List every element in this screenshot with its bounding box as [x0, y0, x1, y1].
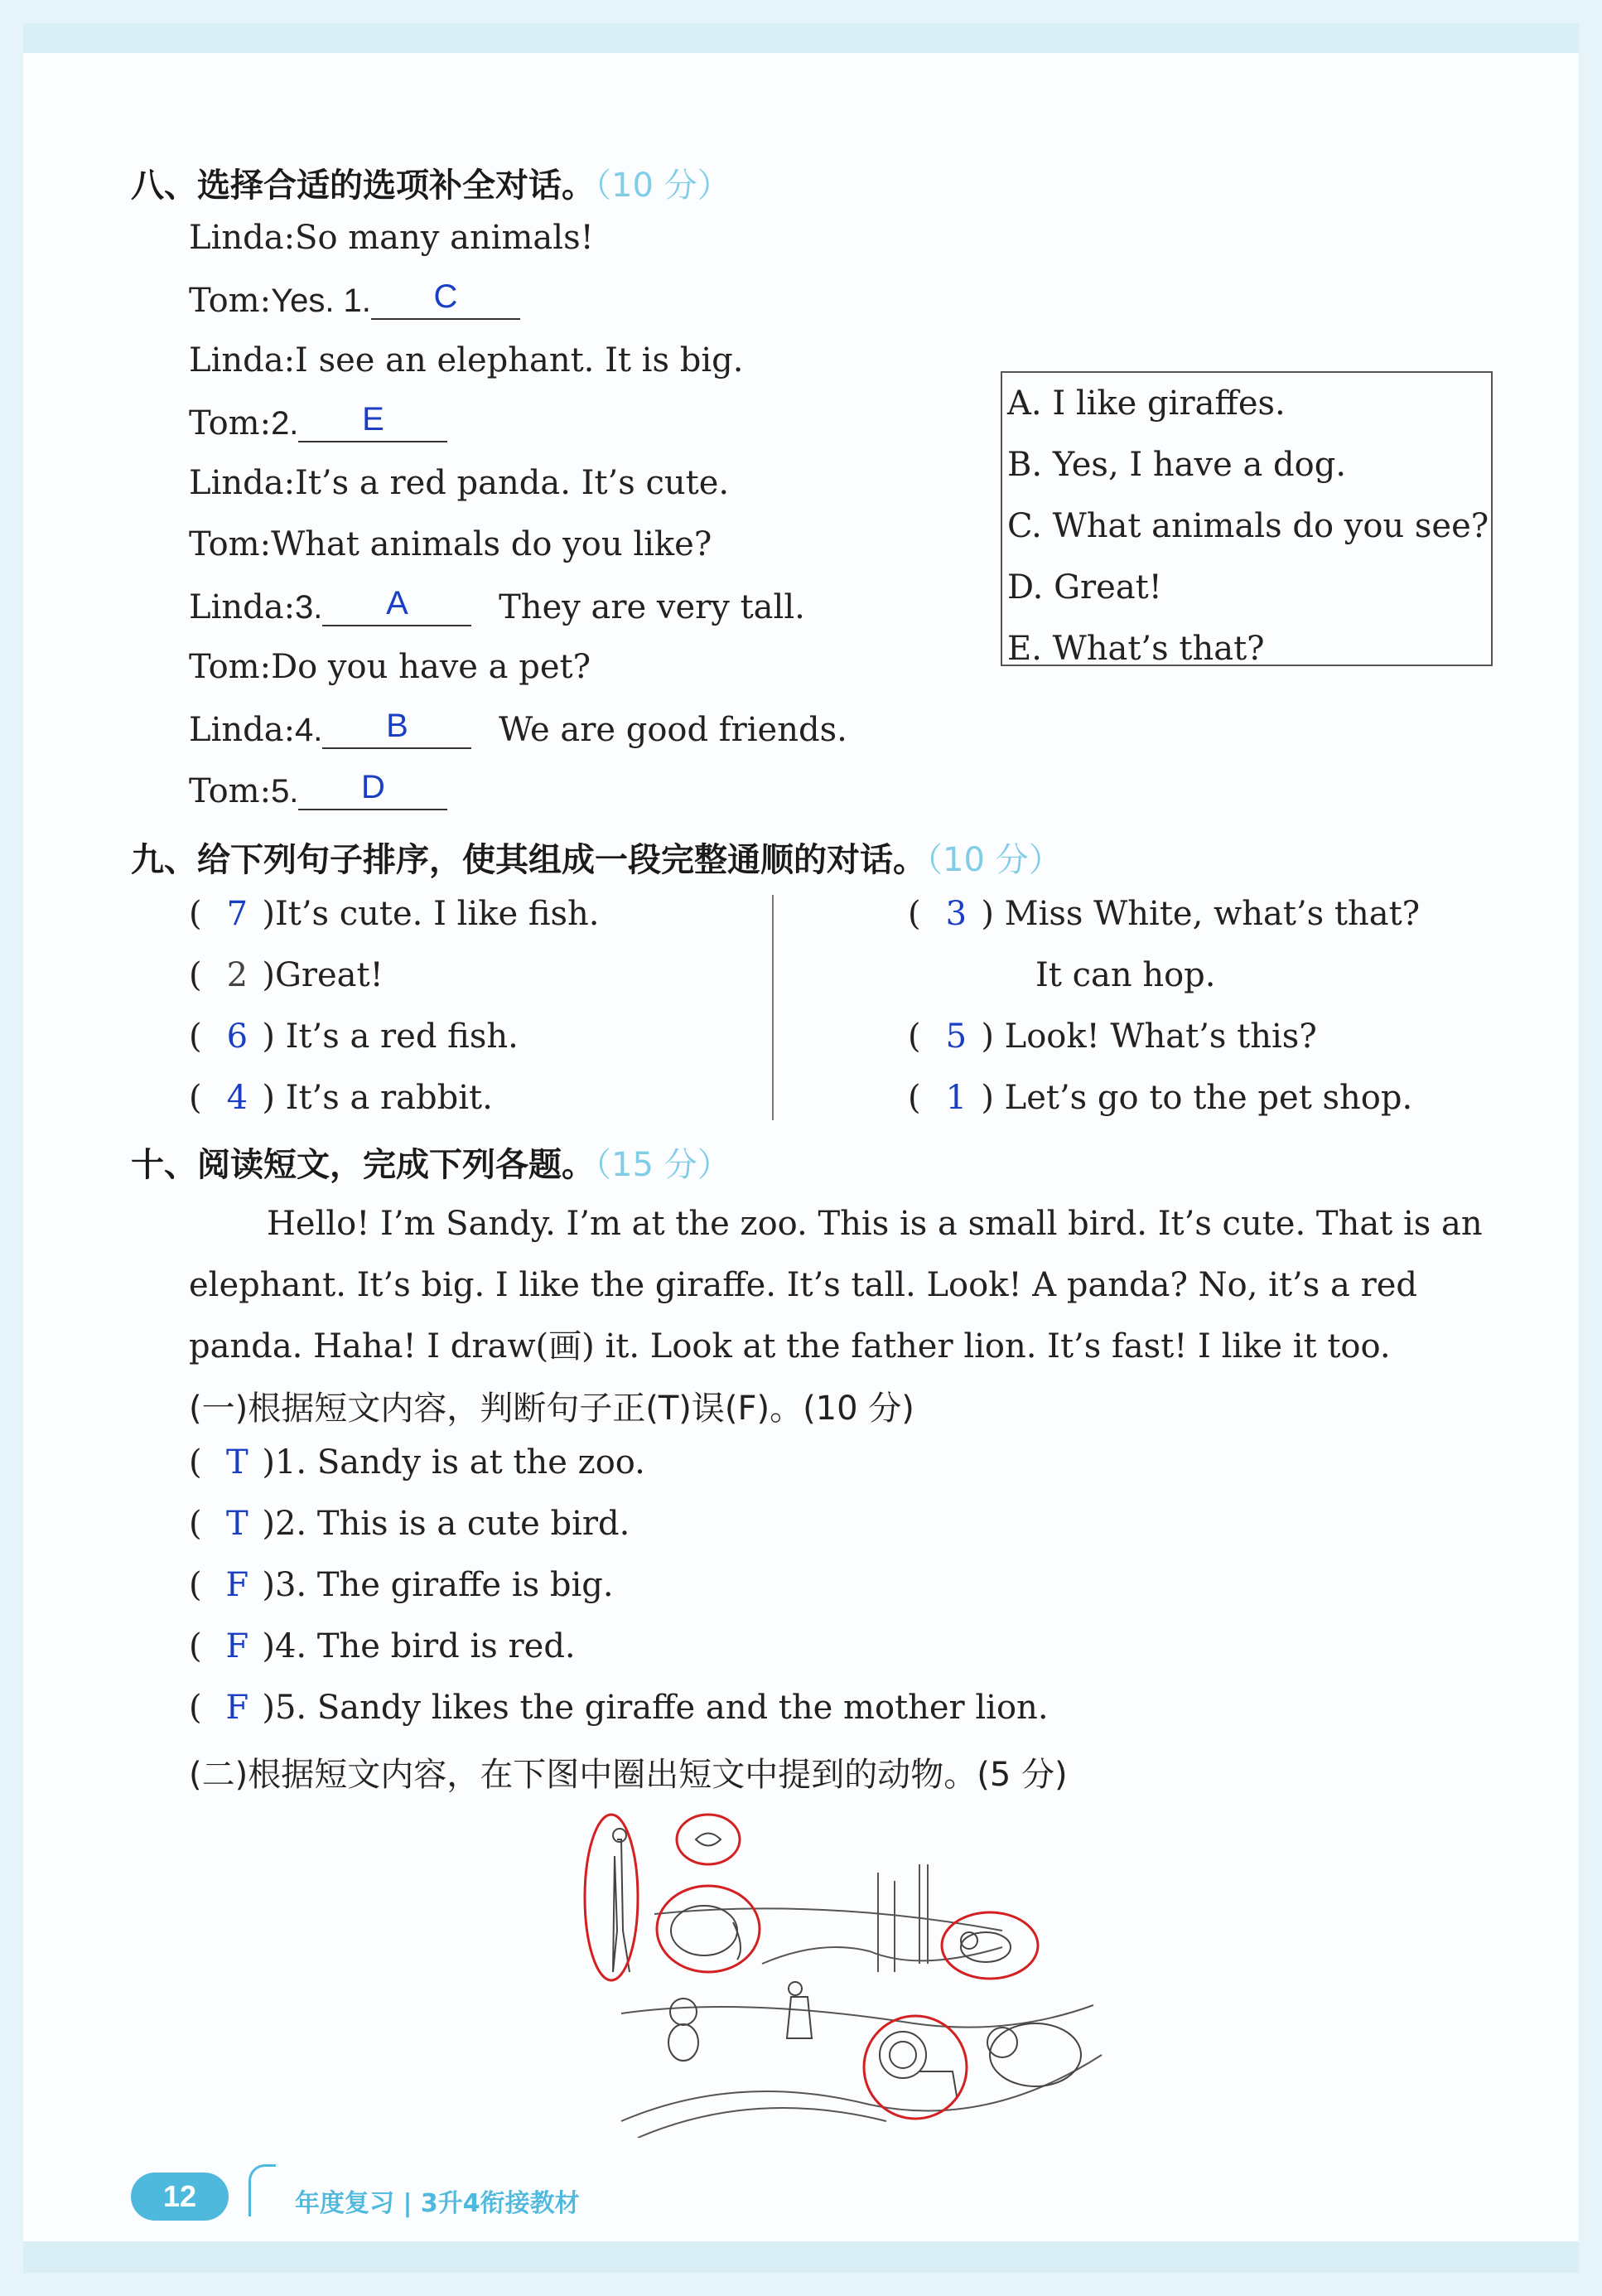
- dialogue-line: [189, 709, 847, 749]
- red-panda-icon: [961, 1932, 1011, 1962]
- tf-item: ( F )3. The giraffe is big.: [189, 1566, 614, 1604]
- part1-title: (一)根据短文内容，判断句子正(T)误(F)。(10 分): [189, 1390, 914, 1428]
- bird-icon: [696, 1834, 721, 1846]
- speaker-name: Tom:: [189, 772, 272, 810]
- speaker-name: Tom:: [189, 648, 272, 686]
- answer-blank: E: [298, 403, 447, 442]
- lion-icon: [880, 2032, 957, 2096]
- dialogue-line: [189, 771, 447, 810]
- answer-blank: C: [371, 280, 520, 320]
- footer-title: 年度复习 | 3升4衔接教材: [295, 2189, 580, 2218]
- answer-blank: B: [322, 709, 471, 749]
- elephant-icon: [671, 1906, 741, 1960]
- option-e: E. What’s that?: [1007, 630, 1265, 668]
- part2-title: (二)根据短文内容，在下图中圈出短文中提到的动物。(5 分): [189, 1756, 1068, 1794]
- speaker-name: Linda:: [189, 588, 296, 626]
- circle-red-panda: [942, 1912, 1038, 1979]
- blank-number: 3.: [295, 589, 323, 626]
- option-c: C. What animals do you see?: [1007, 507, 1489, 545]
- section10-score: （15 分）: [595, 1146, 731, 1184]
- tf-item: ( T )1. Sandy is at the zoo.: [189, 1443, 645, 1482]
- speaker-name: Linda:: [189, 711, 296, 749]
- order-item: ( 1 ) Let’s go to the pet shop.: [908, 1079, 1413, 1117]
- footer-hook-decoration: [249, 2164, 276, 2216]
- top-band: [23, 23, 1579, 53]
- page-number: 12: [131, 2173, 229, 2221]
- dialogue-line: [189, 403, 447, 442]
- option-d: D. Great!: [1007, 568, 1162, 607]
- dialogue-line: [189, 525, 712, 563]
- blank-number: Yes. 1.: [271, 283, 371, 319]
- bottom-band: [23, 2241, 1579, 2273]
- section9-heading: 九、给下列句子排序，使其组成一段完整通顺的对话。（10 分）: [131, 841, 1062, 879]
- order-item: ( 7 )It’s cute. I like fish.: [189, 895, 600, 933]
- option-b: B. Yes, I have a dog.: [1007, 446, 1347, 484]
- dialogue-text: They are very tall.: [488, 588, 805, 626]
- tf-item: ( T )2. This is a cute bird.: [189, 1505, 630, 1543]
- bear-icon: [987, 2023, 1081, 2086]
- dialogue-line: [189, 648, 591, 686]
- options-box: [1001, 371, 1493, 666]
- blank-number: 5.: [271, 773, 299, 810]
- order-item-continued: It can hop.: [1035, 956, 1216, 994]
- reading-passage: Hello! I’m Sandy. I’m at the zoo. This is a small bird. It’s cute. That is an elephant. It’s big. I like the giraffe. It’s tall. Look! A panda? No, it’s a red panda. Haha! I draw(画) it. Look at the father lion. It’s fast! I like it too.: [189, 1205, 1483, 1366]
- tf-item: ( F )5. Sandy likes the giraffe and the mother lion.: [189, 1689, 1049, 1727]
- circle-lion: [864, 2016, 967, 2119]
- dialogue-text: We are good friends.: [488, 711, 847, 749]
- giraffe-icon: [613, 1829, 630, 1972]
- speaker-name: Linda:: [189, 219, 296, 257]
- circle-giraffe: [585, 1815, 638, 1980]
- dialogue-text: So many animals!: [295, 219, 594, 257]
- dialogue-text: What animals do you like?: [271, 525, 712, 563]
- zoo-illustration: [572, 1806, 1110, 2138]
- dialogue-line: [189, 219, 594, 257]
- blank-number: 4.: [295, 712, 323, 748]
- dialogue-text: I see an elephant. It is big.: [295, 341, 744, 379]
- order-item: ( 6 ) It’s a red fish.: [189, 1017, 519, 1056]
- option-a: A. I like giraffes.: [1007, 384, 1286, 423]
- order-item: ( 4 ) It’s a rabbit.: [189, 1079, 493, 1117]
- section9-score: （10 分）: [926, 841, 1062, 879]
- speaker-name: Linda:: [189, 464, 296, 502]
- section8-heading: 八、选择合适的选项补全对话。（10 分）: [131, 167, 731, 205]
- dialogue-line: [189, 587, 805, 626]
- order-item: ( 2 )Great!: [189, 956, 384, 994]
- column-divider: [772, 895, 774, 1120]
- blank-number: 2.: [271, 405, 299, 442]
- dialogue-line: [189, 341, 743, 379]
- dialogue-line: [189, 464, 729, 502]
- section8-score: （10 分）: [595, 167, 731, 205]
- speaker-name: Tom:: [189, 282, 272, 320]
- circle-bird: [677, 1815, 740, 1864]
- speaker-name: Tom:: [189, 404, 272, 442]
- dialogue-text: Do you have a pet?: [271, 648, 591, 686]
- circle-elephant: [657, 1886, 760, 1972]
- dialogue-line: [189, 280, 520, 320]
- order-item: ( 3 ) Miss White, what’s that?: [908, 895, 1421, 933]
- speaker-name: Linda:: [189, 341, 296, 379]
- dialogue-text: It’s a red panda. It’s cute.: [295, 464, 730, 502]
- answer-blank: D: [298, 771, 447, 810]
- speaker-name: Tom:: [189, 525, 272, 563]
- section10-heading: 十、阅读短文，完成下列各题。（15 分）: [131, 1146, 731, 1184]
- tf-item: ( F )4. The bird is red.: [189, 1627, 576, 1665]
- order-item: ( 5 ) Look! What’s this?: [908, 1017, 1317, 1056]
- answer-blank: A: [322, 587, 471, 626]
